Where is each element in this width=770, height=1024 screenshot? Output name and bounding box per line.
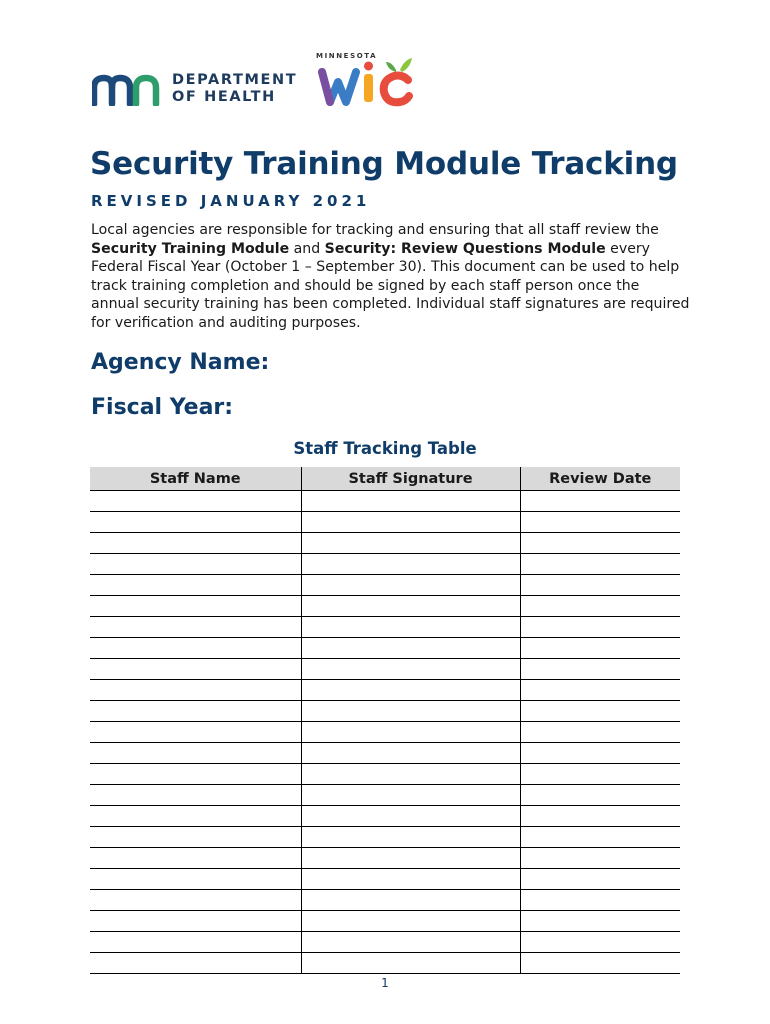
mdh-logo-text: DEPARTMENT OF HEALTH (172, 72, 298, 105)
table-row (90, 575, 680, 596)
staff-name-cell[interactable] (90, 701, 301, 722)
review-date-cell[interactable] (520, 869, 680, 890)
staff-name-cell[interactable] (90, 785, 301, 806)
table-row (90, 785, 680, 806)
staff-name-cell[interactable] (90, 659, 301, 680)
staff-name-cell[interactable] (90, 491, 301, 512)
staff-signature-cell[interactable] (301, 617, 520, 638)
staff-name-cell[interactable] (90, 596, 301, 617)
staff-signature-cell[interactable] (301, 806, 520, 827)
table-row (90, 953, 680, 974)
table-row (90, 701, 680, 722)
table-row (90, 638, 680, 659)
staff-name-cell[interactable] (90, 638, 301, 659)
staff-name-cell[interactable] (90, 827, 301, 848)
table-row (90, 617, 680, 638)
staff-name-cell[interactable] (90, 869, 301, 890)
table-row (90, 596, 680, 617)
intro-bold-review: Security: Review Questions Module (324, 240, 606, 257)
table-header-row (90, 467, 680, 491)
col-header-staff-signature: Staff Signature (301, 467, 520, 491)
review-date-cell[interactable] (520, 890, 680, 911)
page-title: Security Training Module Tracking (90, 146, 678, 182)
staff-signature-cell[interactable] (301, 680, 520, 701)
table-row (90, 491, 680, 512)
review-date-cell[interactable] (520, 596, 680, 617)
table-row (90, 764, 680, 785)
staff-signature-cell[interactable] (301, 575, 520, 596)
table-row (90, 911, 680, 932)
table-row (90, 848, 680, 869)
review-date-cell[interactable] (520, 848, 680, 869)
table-row (90, 680, 680, 701)
table-row (90, 659, 680, 680)
table-row (90, 827, 680, 848)
staff-name-cell[interactable] (90, 764, 301, 785)
staff-name-cell[interactable] (90, 743, 301, 764)
review-date-cell[interactable] (520, 911, 680, 932)
staff-signature-cell[interactable] (301, 638, 520, 659)
wic-logo-icon (312, 48, 420, 108)
staff-signature-cell[interactable] (301, 659, 520, 680)
review-date-cell[interactable] (520, 659, 680, 680)
fiscal-year-label: Fiscal Year: (91, 395, 234, 420)
table-row (90, 533, 680, 554)
table-row (90, 554, 680, 575)
staff-name-cell[interactable] (90, 575, 301, 596)
staff-name-cell[interactable] (90, 722, 301, 743)
col-header-review-date: Review Date (520, 467, 680, 491)
staff-name-cell[interactable] (90, 932, 301, 953)
review-date-cell[interactable] (520, 617, 680, 638)
table-body (90, 491, 680, 974)
table-title: Staff Tracking Table (293, 439, 477, 458)
review-date-cell[interactable] (520, 638, 680, 659)
staff-signature-cell[interactable] (301, 848, 520, 869)
intro-bold-module: Security Training Module (91, 240, 290, 257)
staff-signature-cell[interactable] (301, 932, 520, 953)
review-date-cell[interactable] (520, 743, 680, 764)
wic-logo (312, 48, 420, 108)
review-date-cell[interactable] (520, 806, 680, 827)
mn-logo-icon (92, 74, 164, 106)
review-date-cell[interactable] (520, 764, 680, 785)
wic-logo-state: MINNESOTA (316, 52, 378, 60)
staff-name-cell[interactable] (90, 890, 301, 911)
staff-name-cell[interactable] (90, 533, 301, 554)
staff-signature-cell[interactable] (301, 827, 520, 848)
staff-name-cell[interactable] (90, 806, 301, 827)
review-date-cell[interactable] (520, 701, 680, 722)
review-date-cell[interactable] (520, 680, 680, 701)
mdh-logo (92, 70, 302, 110)
staff-name-cell[interactable] (90, 512, 301, 533)
staff-signature-cell[interactable] (301, 596, 520, 617)
agency-name-label: Agency Name: (91, 350, 270, 375)
table-row (90, 890, 680, 911)
staff-signature-cell[interactable] (301, 764, 520, 785)
staff-signature-cell[interactable] (301, 722, 520, 743)
staff-signature-cell[interactable] (301, 743, 520, 764)
review-date-cell[interactable] (520, 932, 680, 953)
review-date-cell[interactable] (520, 491, 680, 512)
table-row (90, 869, 680, 890)
staff-signature-cell[interactable] (301, 785, 520, 806)
staff-name-cell[interactable] (90, 680, 301, 701)
table-row (90, 743, 680, 764)
review-date-cell[interactable] (520, 953, 680, 974)
staff-name-cell[interactable] (90, 848, 301, 869)
table-row (90, 806, 680, 827)
review-date-cell[interactable] (520, 575, 680, 596)
staff-signature-cell[interactable] (301, 953, 520, 974)
table-row (90, 512, 680, 533)
col-header-staff-name: Staff Name (90, 467, 301, 491)
intro-paragraph: Local agencies are responsible for tracking and ensuring that all staff review the Security Training Module and Security: Review Questions Module every Federal Fiscal Year (October 1 – September 30). This document can be used to help track training completion and should be signed by each staff person once the annual security training has been completed. Individual staff signatures are required for verification and auditing purposes. (91, 222, 690, 331)
review-date-cell[interactable] (520, 554, 680, 575)
review-date-cell[interactable] (520, 827, 680, 848)
review-date-cell[interactable] (520, 722, 680, 743)
page-number: 1 (381, 976, 389, 990)
staff-tracking-table (90, 467, 680, 974)
staff-signature-cell[interactable] (301, 701, 520, 722)
revision-date: REVISED JANUARY 2021 (91, 192, 371, 210)
staff-signature-cell[interactable] (301, 890, 520, 911)
staff-signature-cell[interactable] (301, 869, 520, 890)
staff-signature-cell[interactable] (301, 512, 520, 533)
review-date-cell[interactable] (520, 512, 680, 533)
staff-name-cell[interactable] (90, 911, 301, 932)
staff-signature-cell[interactable] (301, 911, 520, 932)
table-row (90, 932, 680, 953)
staff-signature-cell[interactable] (301, 533, 520, 554)
staff-name-cell[interactable] (90, 554, 301, 575)
review-date-cell[interactable] (520, 785, 680, 806)
staff-name-cell[interactable] (90, 617, 301, 638)
table-row (90, 722, 680, 743)
staff-signature-cell[interactable] (301, 554, 520, 575)
review-date-cell[interactable] (520, 533, 680, 554)
staff-signature-cell[interactable] (301, 491, 520, 512)
staff-name-cell[interactable] (90, 953, 301, 974)
